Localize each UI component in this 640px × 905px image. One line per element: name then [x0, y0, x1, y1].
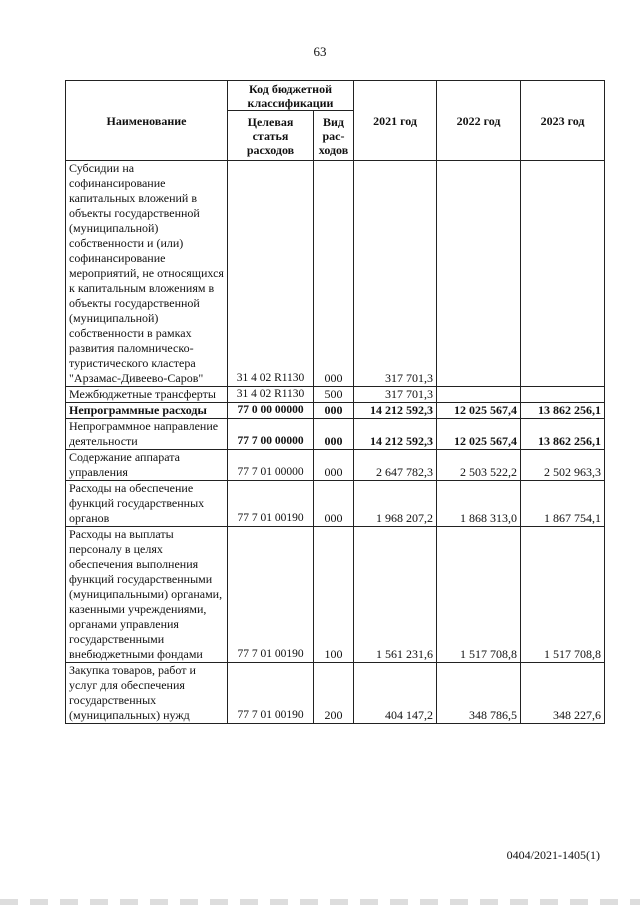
budget-table [65, 80, 605, 724]
row-2021: 317 701,3 [354, 161, 437, 387]
row-target: 77 0 00 00000 [228, 403, 314, 419]
table-row [66, 403, 605, 419]
row-target: 31 4 02 R1130 [228, 161, 314, 387]
row-2023: 1 867 754,1 [521, 481, 605, 527]
row-target: 77 7 00 00000 [228, 419, 314, 450]
scan-edge-artifact [0, 899, 640, 905]
row-2023: 348 227,6 [521, 663, 605, 724]
header-budget-code: Код бюджетной классификации [228, 81, 354, 111]
row-name: Содержание аппарата управления [66, 450, 228, 481]
row-name: Межбюджетные трансферты [66, 387, 228, 403]
header-name: Наименование [66, 81, 228, 161]
row-2021: 14 212 592,3 [354, 419, 437, 450]
row-name: Расходы на выплаты персоналу в целях обеспечения выполнения функций государственными (муниципальными) органами, казенными учреждениями, органами управления государственными внебюджетными фондами [66, 527, 228, 663]
row-2022: 1 517 708,8 [437, 527, 521, 663]
table-row [66, 481, 605, 527]
table-row [66, 663, 605, 724]
row-target: 31 4 02 R1130 [228, 387, 314, 403]
table-row [66, 161, 605, 387]
row-2021: 1 968 207,2 [354, 481, 437, 527]
header-target-item: Целевая статья расходов [228, 111, 314, 161]
row-2021: 404 147,2 [354, 663, 437, 724]
row-2021: 317 701,3 [354, 387, 437, 403]
row-target: 77 7 01 00190 [228, 481, 314, 527]
row-2021: 2 647 782,3 [354, 450, 437, 481]
header-expense-type: Вид рас-ходов [314, 111, 354, 161]
row-2023 [521, 387, 605, 403]
row-2022: 12 025 567,4 [437, 419, 521, 450]
row-target: 77 7 01 00000 [228, 450, 314, 481]
page-number: 63 [313, 44, 327, 59]
row-2022: 348 786,5 [437, 663, 521, 724]
table-row [66, 450, 605, 481]
row-2022: 12 025 567,4 [437, 403, 521, 419]
row-kind: 000 [314, 419, 354, 450]
row-kind: 100 [314, 527, 354, 663]
row-2021: 14 212 592,3 [354, 403, 437, 419]
row-kind: 500 [314, 387, 354, 403]
header-2021: 2021 год [354, 81, 437, 161]
row-2022: 2 503 522,2 [437, 450, 521, 481]
row-target: 77 7 01 00190 [228, 663, 314, 724]
row-2023: 13 862 256,1 [521, 403, 605, 419]
header-2022: 2022 год [437, 81, 521, 161]
header-2023: 2023 год [521, 81, 605, 161]
row-2022: 1 868 313,0 [437, 481, 521, 527]
row-kind: 000 [314, 450, 354, 481]
row-kind: 000 [314, 403, 354, 419]
row-target: 77 7 01 00190 [228, 527, 314, 663]
row-name: Субсидии на софинансирование капитальных вложений в объекты государственной (муниципальной) собственности и (или) софинансирование мероприятий, не относящихся к капитальным вложениям в объекты государственной (муниципальной) собственности в рамках развития паломническо-туристического кластера "Арзамас-Дивеево-Саров" [66, 161, 228, 387]
row-name: Непрограммное направление деятельности [66, 419, 228, 450]
row-2023: 2 502 963,3 [521, 450, 605, 481]
row-2023: 13 862 256,1 [521, 419, 605, 450]
row-name: Расходы на обеспечение функций государственных органов [66, 481, 228, 527]
row-kind: 000 [314, 481, 354, 527]
table-row [66, 419, 605, 450]
row-2023: 1 517 708,8 [521, 527, 605, 663]
row-kind: 200 [314, 663, 354, 724]
row-2023 [521, 161, 605, 387]
table-row [66, 387, 605, 403]
row-2022 [437, 161, 521, 387]
table-row [66, 527, 605, 663]
row-2021: 1 561 231,6 [354, 527, 437, 663]
row-kind: 000 [314, 161, 354, 387]
row-name: Закупка товаров, работ и услуг для обеспечения государственных (муниципальных) нужд [66, 663, 228, 724]
row-2022 [437, 387, 521, 403]
row-name: Непрограммные расходы [66, 403, 228, 419]
document-id: 0404/2021-1405(1) [506, 848, 600, 862]
